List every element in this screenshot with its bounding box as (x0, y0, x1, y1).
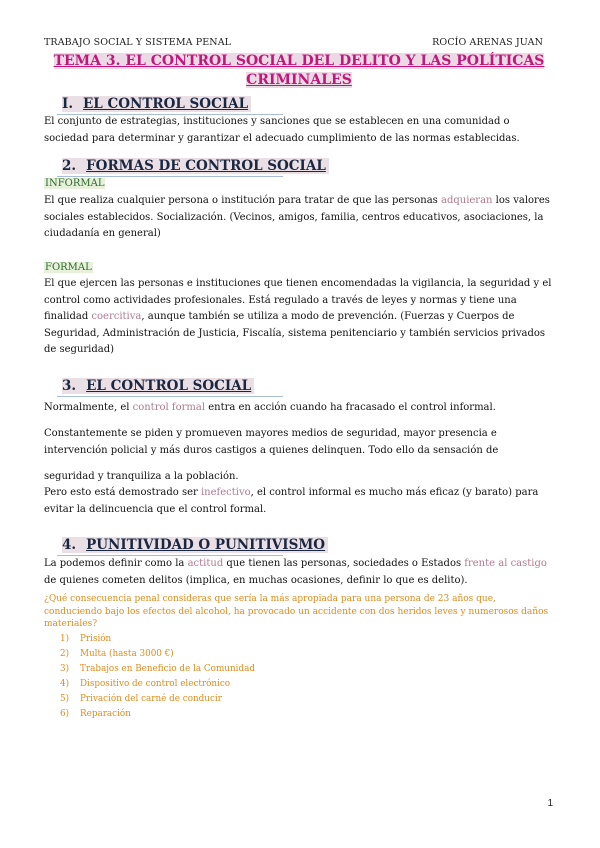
options-list (44, 632, 255, 722)
section-1-text: El conjunto de estrategias, instituciones y sanciones que se establecen en una comunidad o sociedad para determinar y garantizar el adecuado cumplimiento de las normas establecidas. (44, 116, 520, 144)
section-3-heading (62, 378, 254, 394)
section-1-label: EL CONTROL SOCIAL (83, 96, 249, 112)
section-3-label: EL CONTROL SOCIAL (86, 378, 252, 394)
section-2-rule (57, 176, 283, 177)
informal-heading: INFORMAL (45, 178, 105, 189)
page-number: 1 (547, 798, 553, 809)
formal-highlight: coercitiva (91, 311, 142, 322)
title-line-1: TEMA 3. EL CONTROL SOCIAL DEL DELITO Y LAS POLÍTICAS (53, 53, 545, 69)
section-3-para-1: Normalmente, el control formal entra en acción cuando ha fracasado el control informal. (44, 402, 496, 413)
castigo-highlight: frente al castigo (464, 558, 547, 569)
control-formal-highlight: control formal (132, 402, 206, 413)
list-item: 3) Trabajos en Beneficio de la Comunidad (60, 664, 255, 674)
list-item: 4) Dispositivo de control electrónico (60, 679, 231, 689)
informal-highlight: adquieran (440, 195, 493, 206)
section-2-heading (62, 158, 329, 174)
header-course: TRABAJO SOCIAL Y SISTEMA PENAL (44, 37, 232, 48)
informal-text: El que realiza cualquier persona o institución para tratar de que las personas adquieran los valores sociales establecidos. Socialización. (Vecinos, amigos, familia, centros educativos, asociaciones, la ciudadanía en general) (44, 195, 550, 239)
section-2-number: 2. (62, 158, 77, 174)
section-4-question: ¿Qué consecuencia penal consideras que sería la más apropiada para una persona de 23 años que, conduciendo bajo los efectos del alcohol, ha provocado un accidente con dos heridos leves y numerosos daños materiales? (44, 594, 549, 629)
section-4-label: PUNITIVIDAD O PUNITIVISMO (86, 537, 326, 553)
inefectivo-highlight: inefectivo (200, 487, 251, 498)
section-1-number: I. (62, 96, 74, 112)
page-title (44, 52, 554, 90)
section-2-label: FORMAS DE CONTROL SOCIAL (86, 158, 326, 174)
section-3-para-3: seguridad y tranquiliza a la población. (44, 471, 239, 482)
header-author: ROCÍO ARENAS JUAN (432, 37, 543, 48)
section-3-rule (57, 396, 283, 397)
list-item: 5) Privación del carné de conducir (60, 694, 222, 704)
section-3-number: 3. (62, 378, 77, 394)
section-3-para-4: Pero esto está demostrado ser inefectivo, el control informal es mucho más eficaz (y barato) para evitar la delincuencia que el control formal. (44, 487, 539, 515)
list-item: 1) Prisión (60, 634, 112, 644)
section-1-heading (62, 96, 251, 112)
list-item: 2) Multa (hasta 3000 €) (60, 649, 174, 659)
section-4-para-1: La podemos definir como la actitud que tienen las personas, sociedades o Estados frente al castigo de quienes cometen delitos (implica, en muchas ocasiones, definir lo que es delito). (44, 558, 547, 586)
section-4-heading (62, 537, 328, 553)
section-4-number: 4. (62, 537, 77, 553)
section-3-para-2: Constantemente se piden y promueven mayores medios de seguridad, mayor presencia e intervención policial y más duros castigos a quienes delinquen. Todo ello da sensación de (44, 428, 499, 456)
title-line-2: CRIMINALES (246, 72, 352, 88)
actitud-highlight: actitud (187, 558, 224, 569)
formal-heading: FORMAL (45, 262, 92, 273)
list-item: 6) Reparación (60, 709, 131, 719)
formal-text: El que ejercen las personas e instituciones que tienen encomendadas la vigilancia, la seguridad y el control como actividades profesionales. Está regulado a través de leyes y normas y tiene una finalidad coercitiva, aunque también se utiliza a modo de prevención. (Fuerzas y Cuerpos de Seguridad, Administración de Justicia, Fiscalía, sistema penitenciario y también servicios privados de seguridad) (44, 278, 552, 355)
